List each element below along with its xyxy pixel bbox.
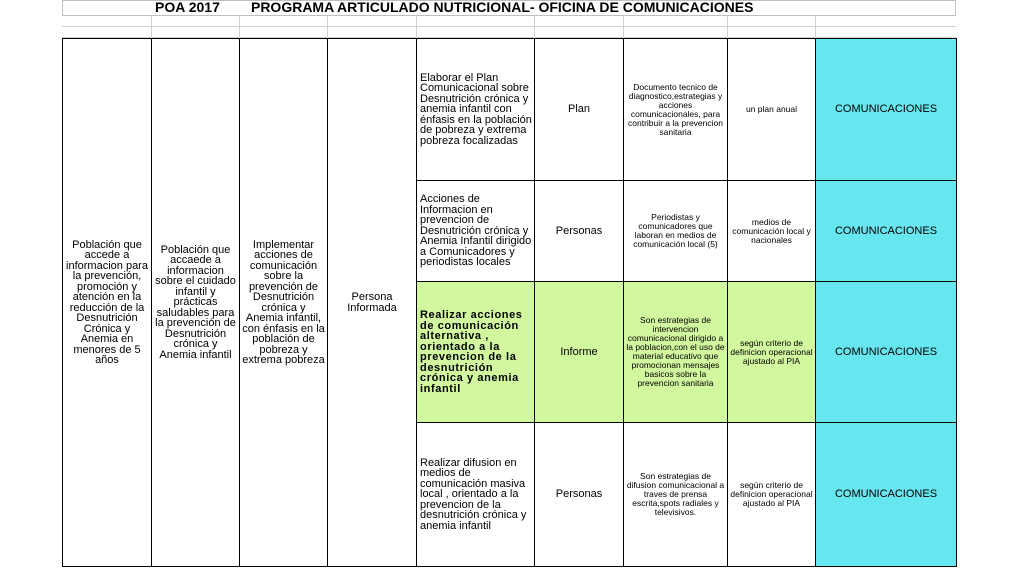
description-cell: Son estrategias de difusion comunicacional a traves de prensa escrita,spots radiales y televisivos. (624, 423, 728, 567)
grid-line (151, 16, 152, 38)
unit-cell: Plan (535, 39, 624, 181)
title-row (62, 0, 956, 16)
empty-grid-row (62, 16, 956, 27)
unit-cell: Informe (535, 282, 624, 423)
poa-table (62, 38, 957, 567)
office-cell: COMUNICACIONES (816, 181, 957, 282)
grid-line (327, 16, 328, 38)
unit-cell: Personas (535, 181, 624, 282)
page-title (155, 0, 753, 15)
empty-grid-row (62, 27, 956, 38)
result-cell: Población que accede a informacion para la prevención, promoción y atención en la reducción de la Desnutrición Crónica y Anemia en menores de 5 años (63, 39, 152, 567)
description-cell: Documento tecnico de diagnostico,estrategias y acciones comunicacionales, para contribuir a la prevencion sanitaria (624, 39, 728, 181)
title-year: POA 2017 (155, 0, 220, 15)
goal-cell: medios de comunicación local y nacionales (728, 181, 816, 282)
description-cell: Son estrategias de intervencion comunicacional dirigido a la poblacion,con el uso de material educativo que promocionan mensajes basicos sobre la prevencion sanitaria (624, 282, 728, 423)
grid-line (239, 16, 240, 38)
office-cell: COMUNICACIONES (816, 39, 957, 181)
grid-line (815, 16, 816, 38)
goal-cell: según criterio de definicion operacional ajustado al PIA (728, 423, 816, 567)
activity-cell: Realizar acciones de comunicación alternativa , orientado a la prevencion de la desnutrición crónica y anemia infantil (417, 282, 535, 423)
activity-cell: Realizar difusion en medios de comunicación masiva local , orientado a la prevencion de la desnutrición crónica y anemia infantil (417, 423, 535, 567)
grid-line (727, 16, 728, 38)
activity-cell: Acciones de Informacion en prevencion de Desnutrición crónica y Anemia Infantil dirigido a Comunicadores y periodistas locales (417, 181, 535, 282)
office-cell: COMUNICACIONES (816, 423, 957, 567)
description-cell: Periodistas y comunicadores que laboran en medios de comunicación local (5) (624, 181, 728, 282)
office-cell: COMUNICACIONES (816, 282, 957, 423)
unit-cell: Personas (535, 423, 624, 567)
grid-line (623, 16, 624, 38)
table-row (63, 39, 957, 181)
goal-cell: un plan anual (728, 39, 816, 181)
goal-cell: según criterio de definicion operacional ajustado al PIA (728, 282, 816, 423)
population-cell: Población que accaede a informacion sobre el cuidado infantil y prácticas saludables para la prevención de Desnutrición crónica y Anemia infantil (152, 39, 240, 567)
strategy-cell: Implementar acciones de comunicación sobre la prevención de Desnutrición crónica y Anemia infantil, con énfasis en la población de pobreza y extrema pobreza (240, 39, 328, 567)
activity-cell: Elaborar el Plan Comunicacional sobre Desnutrición crónica y anemia infantil con énfasis en la población de pobreza y extrema pobreza focalizadas (417, 39, 535, 181)
grid-line (534, 16, 535, 38)
product-cell: Persona Informada (328, 39, 417, 567)
spreadsheet-sheet (62, 0, 956, 566)
grid-line (416, 16, 417, 38)
title-program: PROGRAMA ARTICULADO NUTRICIONAL- OFICINA DE COMUNICACIONES (250, 0, 754, 15)
